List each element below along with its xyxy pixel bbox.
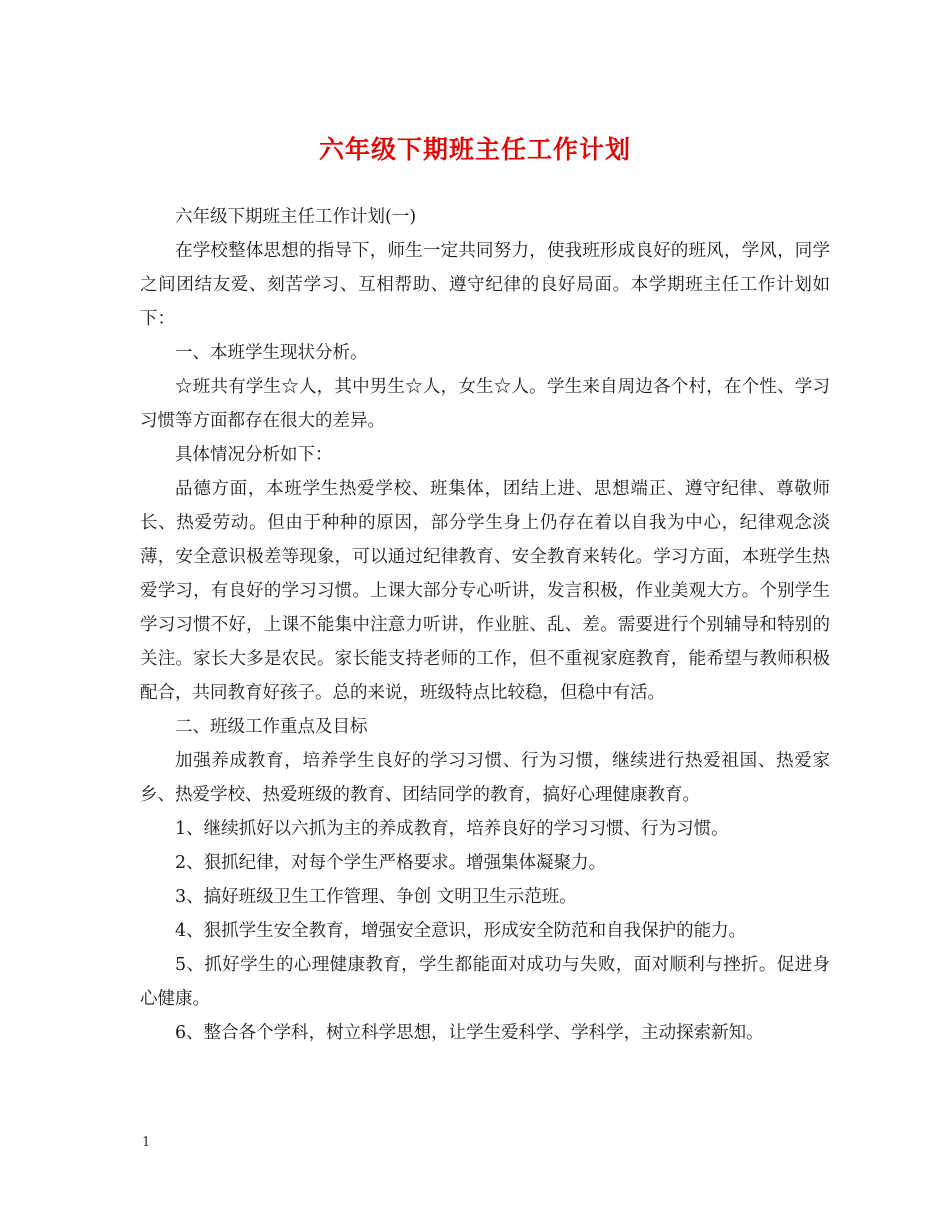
paragraph-analysis-detail: 品德方面，本班学生热爱学校、班集体，团结上进、思想端正、遵守纪律、尊敬师长、热爱劳动。但由于种种的原因，部分学生身上仍存在着以自我为中心，纪律观念淡薄，安全意识极差等现象，可以通过纪律教育、安全教育来转化。学习方面，本班学生热爱学习，有良好的学习习惯。上课大部分专心听讲，发言积极，作业美观大方。个别学生学习习惯不好，上课不能集中注意力听讲，作业脏、乱、差。需要进行个别辅导和特别的关注。家长大多是农民。家长能支持老师的工作，但不重视家庭教育，能希望与教师积极配合，共同教育好孩子。总的来说，班级特点比较稳，但稳中有活。 (140, 479, 830, 703)
document-body (140, 200, 830, 1050)
paragraph-goals: 加强养成教育，培养学生良好的学习习惯、行为习惯，继续进行热爱祖国、热爱家乡、热爱学校、热爱班级的教育、团结同学的教育，搞好心理健康教育。 (140, 751, 830, 805)
list-item: 3、搞好班级卫生工作管理、争创 文明卫生示范班。 (175, 887, 577, 907)
list-item: 6、整合各个学科，树立科学思想，让学生爱科学、学科学，主动探索新知。 (175, 1023, 764, 1043)
paragraph-intro: 在学校整体思想的指导下，师生一定共同努力，使我班形成良好的班风，学风，同学之间团结友爱、刻苦学习、互相帮助、遵守纪律的良好局面。本学期班主任工作计划如下： (140, 241, 830, 329)
page-number: 1 (142, 1135, 151, 1150)
list-item: 1、继续抓好以六抓为主的养成教育，培养良好的学习习惯、行为习惯。 (175, 819, 729, 839)
document-title: 六年级下期班主任工作计划 (318, 135, 631, 164)
section-heading-1: 一、本班学生现状分析。 (175, 343, 368, 363)
paragraph-subtitle: 六年级下期班主任工作计划(一) (175, 207, 417, 227)
paragraph-analysis-lead: 具体情况分析如下： (175, 445, 333, 465)
paragraph-class-size: ☆班共有学生☆人，其中男生☆人，女生☆人。学生来自周边各个村，在个性、学习习惯等方面都存在很大的差异。 (140, 377, 830, 431)
list-item: 4、狠抓学生安全教育，增强安全意识，形成安全防范和自我保护的能力。 (175, 921, 747, 941)
list-item: 2、狠抓纪律，对每个学生严格要求。增强集体凝聚力。 (175, 853, 607, 873)
section-heading-2: 二、班级工作重点及目标 (175, 717, 368, 737)
list-item: 5、抓好学生的心理健康教育，学生都能面对成功与失败，面对顺利与挫折。促进身心健康。 (140, 955, 830, 1009)
